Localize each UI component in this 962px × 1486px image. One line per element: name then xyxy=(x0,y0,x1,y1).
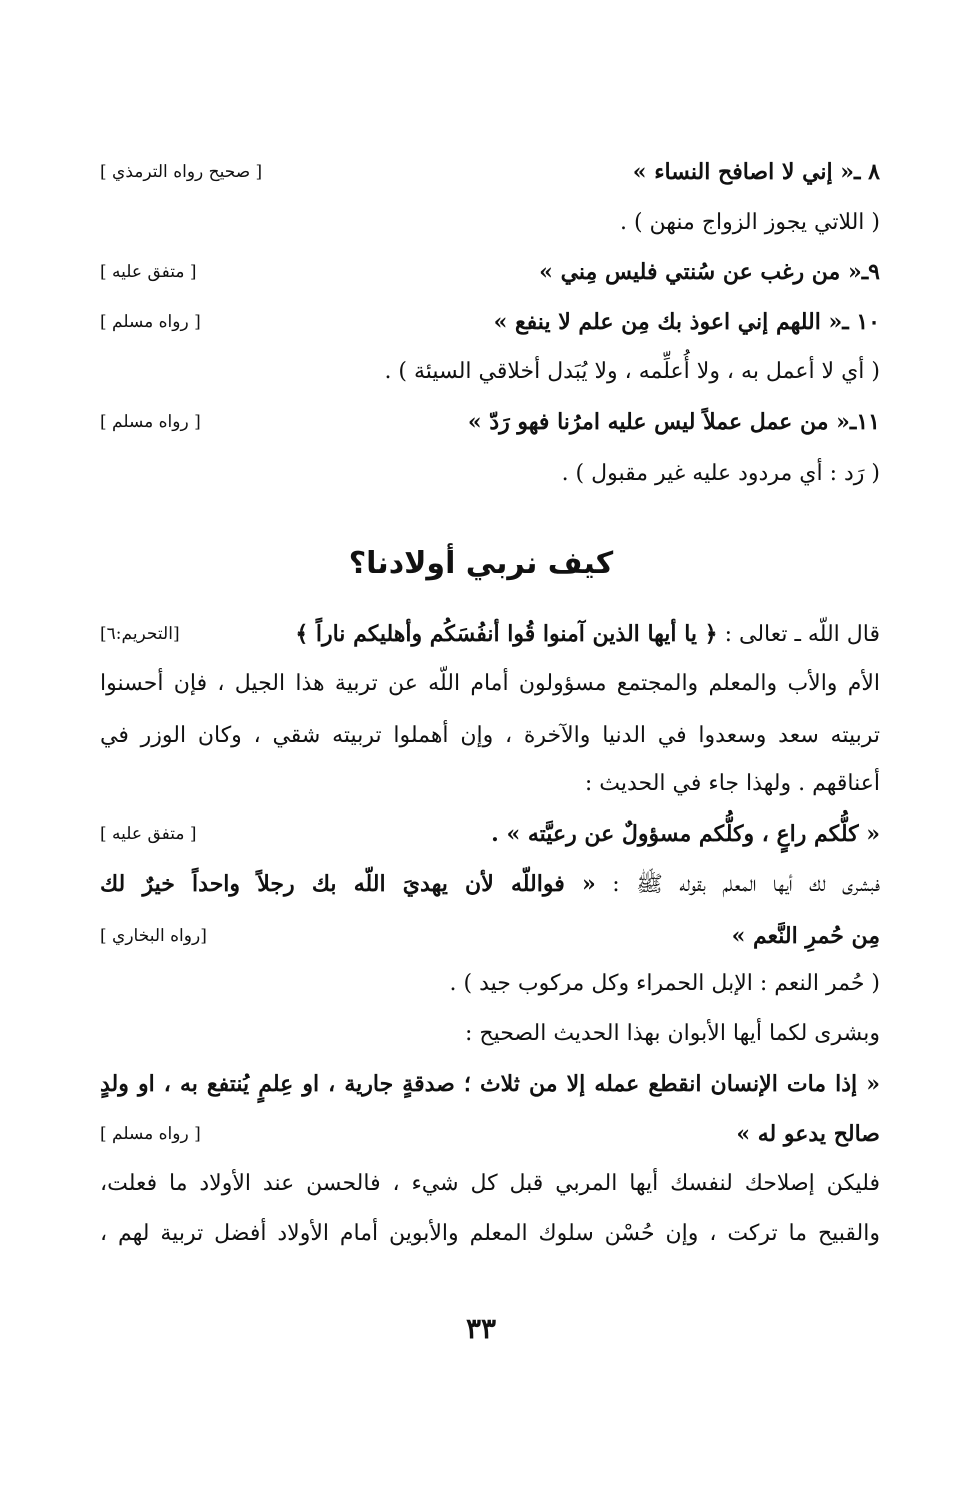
hadith-guidance-reference: [رواه البخاري ] xyxy=(100,926,207,946)
paragraph-2-line-2: والقبيح ما تركت ، وإن حُسْن سلوك المعلم والأبوين أمام الأولاد أفضل تربية لهم ، xyxy=(100,1221,880,1246)
hadith-deeds-line-2 xyxy=(100,1112,880,1156)
hadith-deeds-reference: [ رواه مسلم ] xyxy=(100,1124,201,1144)
hadith-8-reference: [ صحيح رواه الترمذي ] xyxy=(100,162,263,182)
quran-verse: ﴿ يا أيها الذين آمنوا قُوا أنفُسَكُم وأهليكم ناراً ﴾ xyxy=(295,620,718,647)
hadith-10-text: ١٠ ـ« اللهم إني اعوذ بك مِن علم لا ينفع » xyxy=(493,309,880,335)
paragraph-1-line-3 xyxy=(100,762,880,806)
quran-intro: قال اللّه ـ تعالى : xyxy=(724,621,880,647)
hadith-11-reference: [ رواه مسلم ] xyxy=(100,412,201,432)
bushra-teacher-line xyxy=(100,862,880,906)
bushra-parents-text: وبشرى لكما أيها الأبوان بهذا الحديث الصحيح : xyxy=(464,1021,880,1046)
hadith-8-text: ٨ ـ« إني لا اصافح النساء » xyxy=(632,159,880,185)
quran-verse-group xyxy=(295,612,880,657)
paragraph-1-line-1: الأم والأب والمعلم والمجتمع مسؤولون أمام اللّه عن تربية هذا الجيل ، فإن أحسنوا xyxy=(100,671,880,696)
hadith-9-reference: [ متفق عليه ] xyxy=(100,262,197,282)
hadith-11-explanation xyxy=(100,452,880,496)
hadith-11-text: ١١ـ« من عمل عملاً ليس عليه امرُنا فهو رَدّ » xyxy=(467,409,880,435)
bushra-teacher-intro: فبشرى لك أيها المعلم بقوله ﷺ : xyxy=(612,872,881,897)
paragraph-2-line-1: فليكن إصلاحك لنفسك أيها المربي قبل كل شيء ، فالحسن عند الأولاد ما فعلت، xyxy=(100,1171,880,1196)
hadith-10-explanation-text: ( أي لا أعمل به ، ولا أُعلِّمه ، ولا يُبَدل أخلاقي السيئة ) . xyxy=(384,359,880,384)
hadith-guidance-text: « فواللّه لأن يهديَ اللّه بك رجلاً واحداً خيرٌ لك xyxy=(100,871,596,897)
hadith-shepherd-text: « كلُّكم راعٍ ، وكلُّكم مسؤولٌ عن رعيَّته » . xyxy=(491,821,880,847)
paragraph-1-line-2: تربيته سعد وسعدوا في الدنيا والآخرة ، وإن أهملوا تربيته شقي ، وكان الوزر في xyxy=(100,723,880,748)
hadith-shepherd-reference: [ متفق عليه ] xyxy=(100,824,197,844)
paragraph-1-line-3-text: أعناقهم . ولهذا جاء في الحديث : xyxy=(584,771,880,796)
hadith-8-line xyxy=(100,150,880,194)
hadith-8-explanation xyxy=(100,201,880,245)
bushra-parents-line xyxy=(100,1012,880,1056)
hadith-10-reference: [ رواه مسلم ] xyxy=(100,312,201,332)
hadith-11-line xyxy=(100,400,880,444)
quran-verse-line xyxy=(100,612,880,656)
hadith-10-line xyxy=(100,300,880,344)
hadith-guidance-explanation-text: ( حُمر النعم : الإبل الحمراء وكل مركوب جيد ) . xyxy=(449,971,880,996)
hadith-shepherd-line xyxy=(100,812,880,856)
hadith-deeds-line-1: « إذا مات الإنسان انقطع عمله إلا من ثلاث ؛ صدقةٍ جارية ، او عِلمٍ يُنتفع به ، او ولدٍ xyxy=(100,1071,880,1097)
page-number: ٣٣ xyxy=(465,1312,497,1345)
hadith-9-text: ٩ـ« من رغب عن سُنتي فليس مِني » xyxy=(539,259,880,285)
hadith-guidance-explanation xyxy=(100,962,880,1006)
hadith-guidance-text-2: مِن حُمرِ النَّعم » xyxy=(731,923,880,949)
section-title: كيف نربي أولادنا؟ xyxy=(348,546,614,581)
hadith-deeds-text-2: صالح يدعو له » xyxy=(736,1121,880,1147)
hadith-8-explanation-text: ( اللاتي يجوز الزواج منهن ) . xyxy=(619,210,880,235)
hadith-11-explanation-text: ( رَد : أي مردود عليه غير مقبول ) . xyxy=(561,461,880,486)
hadith-10-explanation xyxy=(100,350,880,394)
hadith-guidance-line-2 xyxy=(100,914,880,958)
hadith-9-line xyxy=(100,250,880,294)
quran-reference: [التحريم:٦] xyxy=(100,624,180,644)
